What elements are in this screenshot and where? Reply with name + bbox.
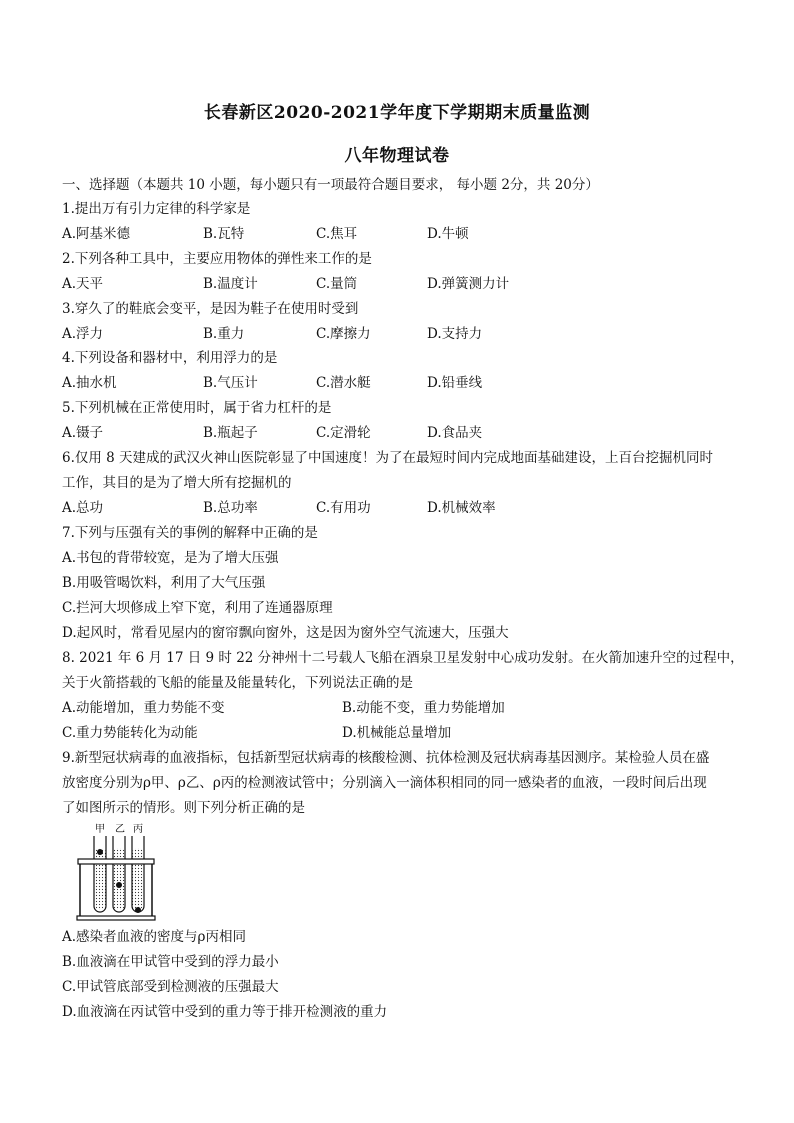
question-7-option-a: A.书包的背带较宽，是为了增大压强 [62, 550, 279, 566]
option-d: D.牛顿 [427, 226, 469, 242]
question-8-stem-line-2: 关于火箭搭载的飞船的能量及能量转化，下列说法正确的是 [62, 675, 413, 691]
rack-base [77, 916, 155, 920]
option-a: A.天平 [62, 276, 104, 292]
question-2-stem: 2.下列各种工具中，主要应用物体的弹性来工作的是 [62, 251, 372, 267]
question-4-options [62, 374, 762, 392]
option-a: A.镊子 [62, 425, 104, 441]
blood-drop-yi [116, 882, 122, 888]
option-b: B.重力 [203, 326, 245, 342]
question-7-option-c: C.拦河大坝修成上窄下宽，利用了连通器原理 [62, 600, 333, 616]
option-c: C.量筒 [316, 276, 358, 292]
blood-drop-jia [97, 849, 103, 855]
option-a: A.阿基米德 [62, 226, 131, 242]
option-c: C.有用功 [316, 500, 371, 516]
question-1-stem: 1.提出万有引力定律的科学家是 [62, 201, 251, 217]
section-heading: 一、选择题（本题共 10 小题，每小题只有一项最符合题目要求， 每小题 2分，共 20分） [62, 177, 599, 193]
option-b: B.动能不变，重力势能增加 [342, 700, 505, 716]
tube-bing-liquid [132, 848, 144, 910]
question-1-options [62, 225, 762, 243]
question-9-option-a: A.感染者血液的密度与ρ丙相同 [62, 929, 246, 945]
option-d: D.铅垂线 [427, 375, 483, 391]
option-c: C.焦耳 [316, 226, 358, 242]
option-c: C.摩擦力 [316, 326, 371, 342]
question-2-options [62, 275, 762, 293]
question-6-stem-line-1: 6.仅用 8 天建成的武汉火神山医院彰显了中国速度！为了在最短时间内完成地面基础建设，上百台挖掘机同时 [62, 450, 714, 466]
option-c: C.潜水艇 [316, 375, 371, 391]
question-5-options [62, 424, 762, 442]
question-4-stem: 4.下列设备和器材中，利用浮力的是 [62, 350, 278, 366]
question-9-stem-line-2: 放密度分别为ρ甲、ρ乙、ρ丙的检测液试管中；分别滴入一滴体积相同的同一感染者的血液，一段时间后出现 [62, 775, 707, 791]
option-c: C.重力势能转化为动能 [62, 725, 198, 741]
option-b: B.总功率 [203, 500, 258, 516]
question-8-stem-line-1: 8. 2021 年 6 月 17 日 9 时 22 分神州十二号载人飞船在酒泉卫星发射中心成功发射。在火箭加速升空的过程中， [62, 650, 744, 666]
question-6-options [62, 499, 762, 517]
question-7-option-b: B.用吸管喝饮料，利用了大气压强 [62, 575, 266, 591]
question-3-options [62, 325, 762, 343]
question-9-option-c: C.甲试管底部受到检测液的压强最大 [62, 979, 279, 995]
question-7-option-d: D.起风时，常看见屋内的窗帘飘向窗外，这是因为窗外空气流速大，压强大 [62, 625, 509, 641]
tube-label-yi: 乙 [115, 824, 125, 835]
question-3-stem: 3.穿久了的鞋底会变平，是因为鞋子在使用时受到 [62, 301, 359, 317]
option-d: D.机械效率 [427, 500, 496, 516]
option-b: B.瓶起子 [203, 425, 258, 441]
rack-top-bar [78, 859, 154, 864]
tube-jia-liquid [94, 848, 106, 910]
tube-yi-liquid [113, 848, 125, 910]
question-6-stem-line-2: 工作，其目的是为了增大所有挖掘机的 [62, 475, 292, 491]
test-tube-rack-figure [74, 822, 158, 922]
question-8-options-row-2 [62, 724, 762, 742]
question-9-stem-line-3: 了如图所示的情形。则下列分析正确的是 [62, 800, 305, 816]
question-9-stem-line-1: 9.新型冠状病毒的血液指标，包括新型冠状病毒的核酸检测、抗体检测及冠状病毒基因测序。某检验人员在盛 [62, 750, 710, 766]
tube-label-bing: 丙 [133, 824, 143, 835]
option-b: B.瓦特 [203, 226, 245, 242]
option-d: D.支持力 [427, 326, 483, 342]
question-5-stem: 5.下列机械在正常使用时，属于省力杠杆的是 [62, 400, 332, 416]
option-b: B.气压计 [203, 375, 258, 391]
question-9-option-b: B.血液滴在甲试管中受到的浮力最小 [62, 954, 279, 970]
option-a: A.浮力 [62, 326, 104, 342]
question-7-stem: 7.下列与压强有关的事例的解释中正确的是 [62, 525, 318, 541]
option-a: A.动能增加，重力势能不变 [62, 700, 225, 716]
tube-label-jia: 甲 [95, 824, 105, 835]
option-a: A.抽水机 [62, 375, 117, 391]
option-b: B.温度计 [203, 276, 258, 292]
option-d: D.食品夹 [427, 425, 483, 441]
blood-drop-bing [135, 907, 141, 913]
question-9-option-d: D.血液滴在丙试管中受到的重力等于排开检测液的重力 [62, 1004, 388, 1020]
option-d: D.弹簧测力计 [427, 276, 510, 292]
option-c: C.定滑轮 [316, 425, 371, 441]
option-a: A.总功 [62, 500, 104, 516]
question-8-options-row-1 [62, 699, 762, 717]
exam-subtitle: 八年物理试卷 [344, 146, 450, 166]
exam-title: 长春新区2020-2021学年度下学期期末质量监测 [203, 103, 591, 123]
option-d: D.机械能总量增加 [342, 725, 452, 741]
